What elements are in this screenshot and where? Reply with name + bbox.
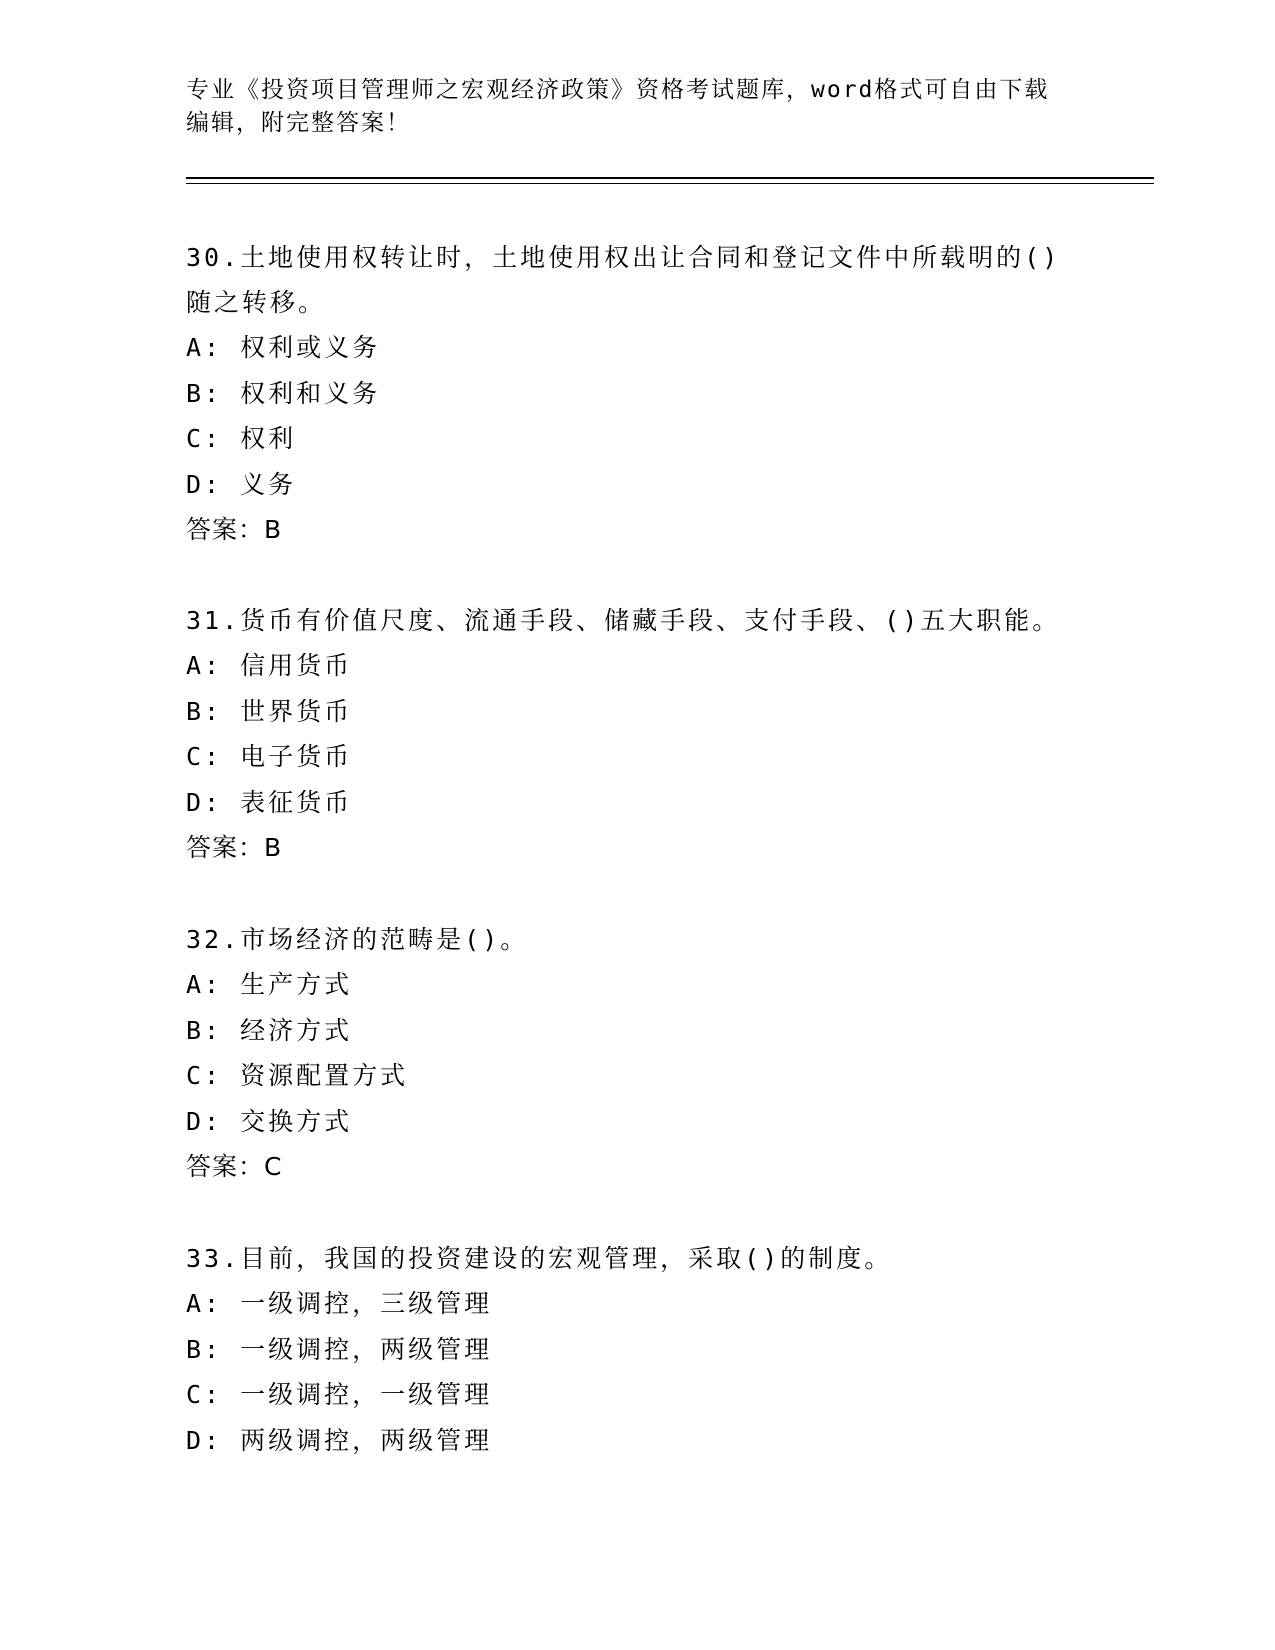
question-30 [186, 235, 1086, 553]
option-b: B: 经济方式 [186, 1015, 353, 1045]
option-c: C: 一级调控，一级管理 [186, 1380, 493, 1409]
option-a: A: 权利或义务 [186, 333, 381, 362]
question-stem: 31.货币有价值尺度、流通手段、储藏手段、支付手段、()五大职能。 [186, 606, 1061, 635]
option-d: D: 交换方式 [186, 1106, 353, 1136]
header-divider-thick [186, 177, 1154, 179]
option-b: B: 权利和义务 [186, 378, 381, 408]
question-33 [186, 1236, 1086, 1463]
question-31 [186, 598, 1086, 871]
option-a: A: 信用货币 [186, 651, 353, 680]
question-stem: 32.市场经济的范畴是()。 [186, 925, 529, 954]
option-b: B: 一级调控，两级管理 [186, 1334, 493, 1364]
option-a: A: 一级调控，三级管理 [186, 1289, 493, 1318]
option-c: C: 资源配置方式 [186, 1061, 409, 1090]
option-d: D: 两级调控，两级管理 [186, 1425, 493, 1455]
page-header-title: 专业《投资项目管理师之宏观经济政策》资格考试题库，word格式可自由下载编辑，附完整答案！ [186, 77, 1050, 136]
header-divider-thin [186, 183, 1154, 184]
option-a: A: 生产方式 [186, 970, 353, 999]
question-32 [186, 917, 1086, 1190]
option-d: D: 义务 [186, 469, 297, 499]
question-stem: 33.目前，我国的投资建设的宏观管理，采取()的制度。 [186, 1244, 893, 1273]
answer-line: 答案：B [186, 833, 283, 862]
answer-line: 答案：B [186, 515, 283, 544]
option-c: C: 电子货币 [186, 742, 353, 771]
option-b: B: 世界货币 [186, 696, 353, 726]
option-d: D: 表征货币 [186, 787, 353, 817]
question-stem: 30.土地使用权转让时，土地使用权出让合同和登记文件中所载明的()随之转移。 [186, 243, 1061, 317]
option-c: C: 权利 [186, 424, 297, 453]
answer-line: 答案：C [186, 1152, 283, 1181]
